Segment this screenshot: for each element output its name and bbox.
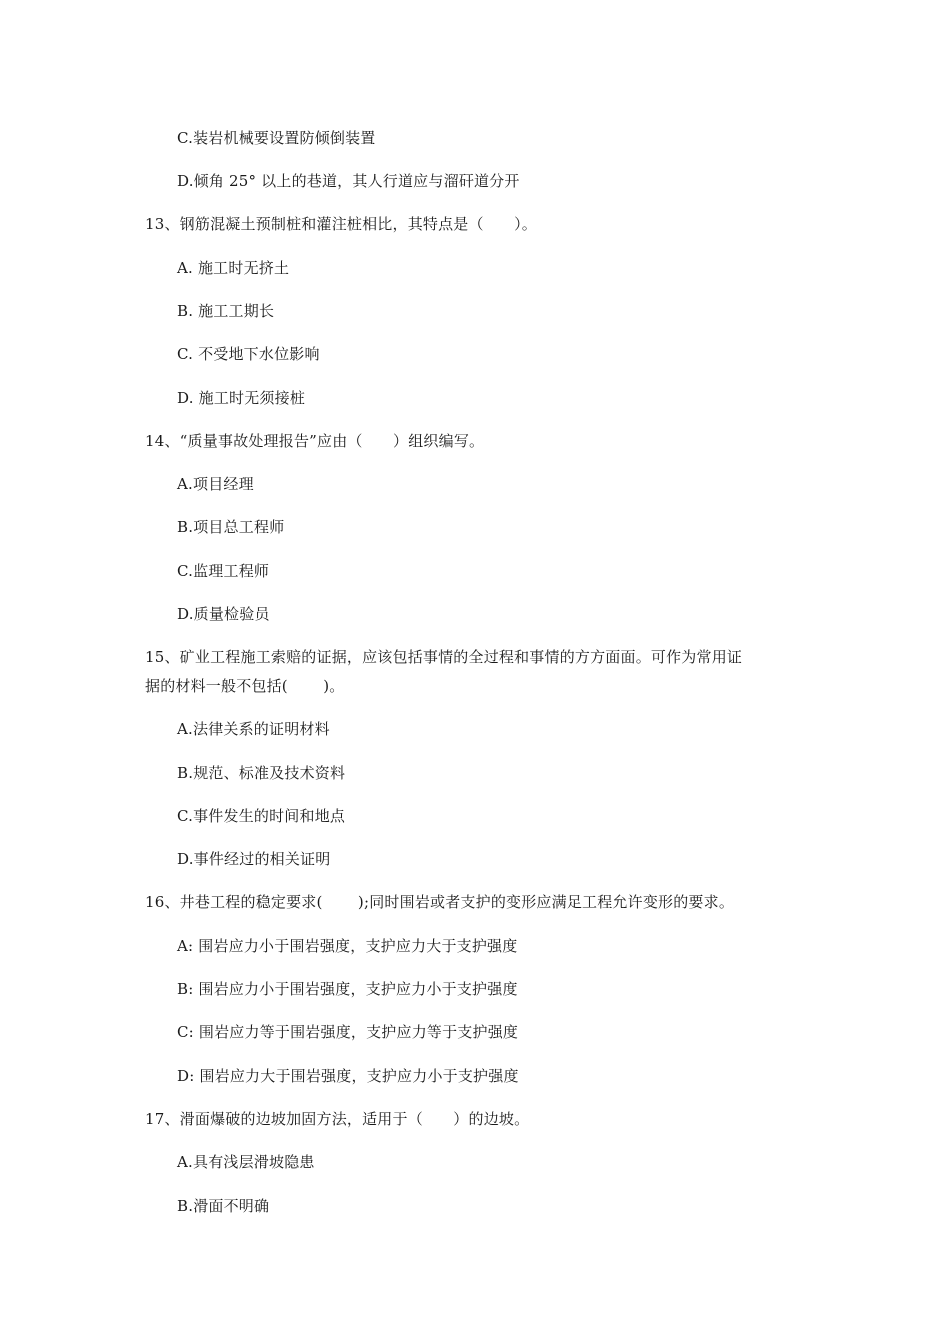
- question-14: 14、“质量事故处理报告”应由（ ）组织编写。: [145, 432, 485, 450]
- question-13-option-c: C. 不受地下水位影响: [177, 345, 320, 363]
- option-d-line: D.倾角 25° 以上的巷道，其人行道应与溜矸道分开: [177, 172, 520, 190]
- question-14-option-d: D.质量检验员: [177, 605, 270, 623]
- question-13-option-a: A. 施工时无挤土: [177, 259, 290, 277]
- question-16: 16、井巷工程的稳定要求( );同时围岩或者支护的变形应满足工程允许变形的要求。: [145, 893, 735, 911]
- question-13: 13、钢筋混凝土预制桩和灌注桩相比，其特点是（ ）。: [145, 215, 537, 233]
- question-16-option-c: C: 围岩应力等于围岩强度，支护应力等于支护强度: [177, 1023, 519, 1041]
- question-13-option-d: D. 施工时无须接桩: [177, 389, 306, 407]
- question-15-option-d: D.事件经过的相关证明: [177, 850, 331, 868]
- question-17-option-a: A.具有浅层滑坡隐患: [177, 1153, 315, 1171]
- question-14-option-b: B.项目总工程师: [177, 518, 285, 536]
- question-15-option-c: C.事件发生的时间和地点: [177, 807, 346, 825]
- question-15-line-2: 据的材料一般不包括( )。: [145, 677, 345, 695]
- question-16-option-a: A: 围岩应力小于围岩强度，支护应力大于支护强度: [177, 937, 518, 955]
- question-14-option-c: C.监理工程师: [177, 562, 270, 580]
- option-c-line: C.装岩机械要设置防倾倒装置: [177, 129, 376, 147]
- question-17-option-b: B.滑面不明确: [177, 1197, 270, 1215]
- question-13-option-b: B. 施工工期长: [177, 302, 275, 320]
- question-16-option-b: B: 围岩应力小于围岩强度，支护应力小于支护强度: [177, 980, 518, 998]
- question-15-option-a: A.法律关系的证明材料: [177, 720, 330, 738]
- question-15-option-b: B.规范、标准及技术资料: [177, 764, 346, 782]
- question-15-line-1: 15、矿业工程施工索赔的证据，应该包括事情的全过程和事情的方方面面。可作为常用证: [145, 648, 743, 666]
- question-16-option-d: D: 围岩应力大于围岩强度，支护应力小于支护强度: [177, 1067, 519, 1085]
- question-17: 17、滑面爆破的边坡加固方法，适用于（ ）的边坡。: [145, 1110, 530, 1128]
- question-14-option-a: A.项目经理: [177, 475, 254, 493]
